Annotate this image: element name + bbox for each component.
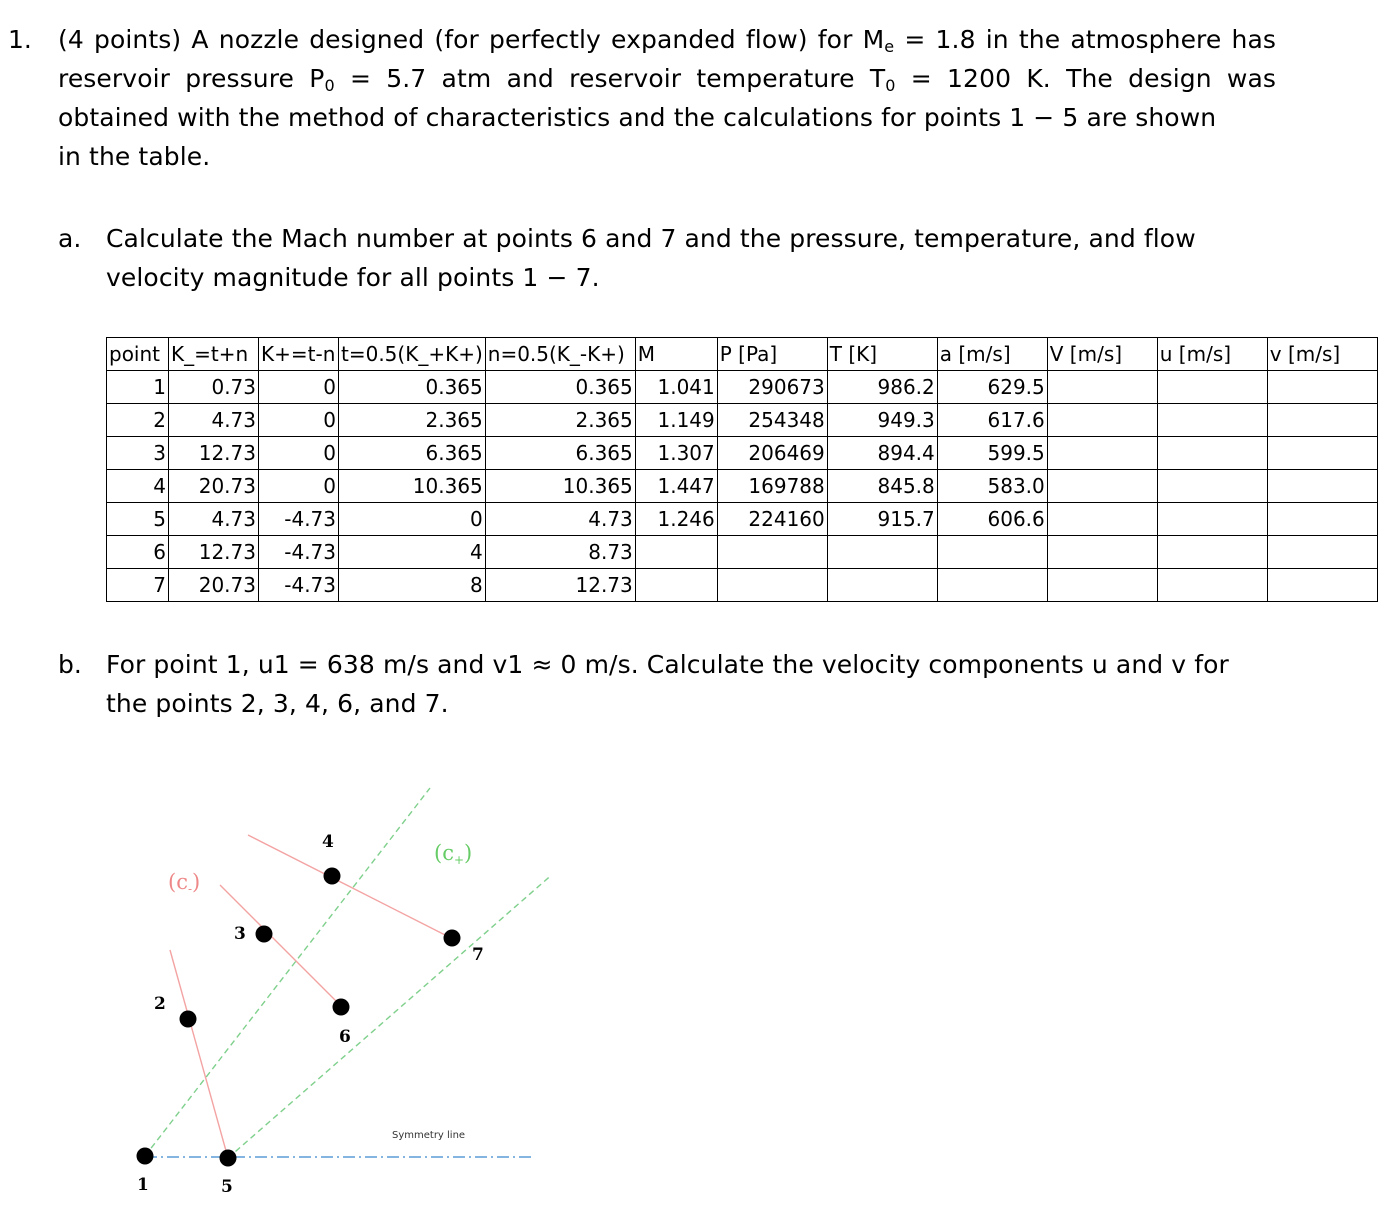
table-cell: 949.3 — [827, 404, 937, 437]
table-header-cell: P [Pa] — [717, 338, 827, 371]
stem-part-d: = 1200 K. The design was obtained with the method of characteristics and the calculations for points 1 − 5 are shown — [58, 64, 1276, 132]
table-cell — [1047, 371, 1157, 404]
table-cell: 254348 — [717, 404, 827, 437]
part-b-line1: For point 1, u1 = 638 m/s and v1 ≈ 0 m/s. Calculate the velocity components u and v for — [106, 650, 1229, 679]
table-cell — [1047, 437, 1157, 470]
table-cell: 583.0 — [937, 470, 1047, 503]
table-cell — [1157, 569, 1267, 602]
table-cell: 3 — [107, 437, 169, 470]
table-cell — [1267, 404, 1377, 437]
question-points: (4 points) — [58, 25, 182, 54]
table-cell: 2.365 — [485, 404, 635, 437]
table-cell: 206469 — [717, 437, 827, 470]
part-b-text — [106, 645, 1276, 723]
table-cell: 4 — [339, 536, 486, 569]
table-cell: 7 — [107, 569, 169, 602]
table-cell: 8.73 — [485, 536, 635, 569]
table-row — [107, 404, 1378, 437]
table-cell: 10.365 — [485, 470, 635, 503]
question-number: 1. — [8, 25, 32, 54]
c-minus-line-4-7 — [248, 835, 453, 939]
table-cell: 4.73 — [485, 503, 635, 536]
part-a-line1: Calculate the Mach number at points 6 and 7 and the pressure, temperature, and flow — [106, 224, 1196, 253]
node-label-3: 3 — [234, 924, 246, 944]
table-cell: 1.307 — [635, 437, 717, 470]
table-cell — [1157, 371, 1267, 404]
table-cell — [1267, 371, 1377, 404]
question-stem — [58, 20, 1276, 176]
node-point-1 — [137, 1148, 154, 1165]
table-row — [107, 536, 1378, 569]
part-a-line2: velocity magnitude for all points 1 − 7. — [106, 263, 600, 292]
table-cell — [1047, 470, 1157, 503]
c-plus-label: (c+) — [434, 841, 473, 867]
node-point-4 — [324, 868, 341, 885]
node-point-2 — [180, 1011, 197, 1028]
table-cell — [1047, 536, 1157, 569]
table-body — [107, 371, 1378, 602]
table-cell — [1267, 536, 1377, 569]
table-cell: 4 — [107, 470, 169, 503]
table-cell: 845.8 — [827, 470, 937, 503]
table-cell: 12.73 — [169, 536, 259, 569]
moc-table — [106, 337, 1378, 602]
table-cell: 599.5 — [937, 437, 1047, 470]
table-cell — [1267, 470, 1377, 503]
table-cell: 290673 — [717, 371, 827, 404]
c-minus-line-3-6 — [220, 885, 342, 1007]
table-cell: 12.73 — [485, 569, 635, 602]
table-header-row — [107, 338, 1378, 371]
table-cell: 1.149 — [635, 404, 717, 437]
me-subscript: e — [884, 37, 895, 56]
table-cell: 0.365 — [485, 371, 635, 404]
stem-part-b: = 1.8 in the atmosphere has reservoir pressure P — [58, 25, 1276, 93]
table-cell — [1047, 404, 1157, 437]
table-cell — [937, 536, 1047, 569]
table-cell: 0 — [259, 437, 339, 470]
table-header-cell: T [K] — [827, 338, 937, 371]
table-cell: 0 — [259, 470, 339, 503]
table-cell: 0.73 — [169, 371, 259, 404]
c-plus-line-1-4 — [145, 788, 430, 1156]
table-cell — [717, 569, 827, 602]
table-cell — [717, 536, 827, 569]
table-header-cell: M — [635, 338, 717, 371]
node-label-1: 1 — [137, 1175, 149, 1195]
stem-part-e: in the table. — [58, 142, 211, 171]
table-cell: 1.041 — [635, 371, 717, 404]
table-cell: 6.365 — [339, 437, 486, 470]
table-cell: 0 — [259, 371, 339, 404]
table-cell: 224160 — [717, 503, 827, 536]
p0-subscript: 0 — [324, 76, 335, 95]
table-cell — [1267, 437, 1377, 470]
table-cell: 2.365 — [339, 404, 486, 437]
part-a-label: a. — [58, 224, 82, 253]
table-row — [107, 569, 1378, 602]
table-cell — [1267, 569, 1377, 602]
table-cell — [1157, 536, 1267, 569]
table-cell: 12.73 — [169, 437, 259, 470]
table-cell: 0.365 — [339, 371, 486, 404]
table-cell: 629.5 — [937, 371, 1047, 404]
stem-part-c: = 5.7 atm and reservoir temperature T — [334, 64, 886, 93]
table-cell: 20.73 — [169, 569, 259, 602]
table-cell: 4.73 — [169, 404, 259, 437]
table-cell — [937, 569, 1047, 602]
node-points — [137, 868, 461, 1167]
node-label-6: 6 — [339, 1027, 351, 1047]
table-cell — [1157, 404, 1267, 437]
node-point-5 — [220, 1150, 237, 1167]
table-cell: 1 — [107, 371, 169, 404]
table-cell: 6 — [107, 536, 169, 569]
table-cell: 0 — [339, 503, 486, 536]
table-header-cell: point — [107, 338, 169, 371]
c-plus-characteristics — [145, 788, 550, 1158]
table-cell: 1.447 — [635, 470, 717, 503]
c-plus-line-5-7 — [228, 872, 550, 1158]
table-cell: 915.7 — [827, 503, 937, 536]
table-header-cell: n=0.5(K_-K+) — [485, 338, 635, 371]
table-cell: 1.246 — [635, 503, 717, 536]
table-cell — [1157, 503, 1267, 536]
stem-part-a: A nozzle designed (for perfectly expanded flow) for M — [191, 25, 885, 54]
node-label-5: 5 — [221, 1177, 233, 1197]
table-cell: 169788 — [717, 470, 827, 503]
table-cell: 617.6 — [937, 404, 1047, 437]
node-label-4: 4 — [322, 832, 334, 852]
table-cell — [827, 536, 937, 569]
node-label-7: 7 — [472, 945, 484, 965]
table-cell: 10.365 — [339, 470, 486, 503]
part-b-line2: the points 2, 3, 4, 6, and 7. — [106, 689, 449, 718]
table-cell: 4.73 — [169, 503, 259, 536]
table-cell: 986.2 — [827, 371, 937, 404]
table-cell: -4.73 — [259, 503, 339, 536]
table-cell: 0 — [259, 404, 339, 437]
t0-subscript: 0 — [885, 76, 896, 95]
table-row — [107, 503, 1378, 536]
table-row — [107, 437, 1378, 470]
table-cell — [1047, 569, 1157, 602]
table-cell: -4.73 — [259, 536, 339, 569]
characteristic-net-figure — [110, 780, 550, 1200]
table-cell — [1157, 470, 1267, 503]
table-header-cell: a [m/s] — [937, 338, 1047, 371]
part-a-text — [106, 219, 1276, 297]
table-cell: 6.365 — [485, 437, 635, 470]
symmetry-line-label: Symmetry line — [392, 1130, 466, 1141]
table-cell — [1267, 503, 1377, 536]
c-minus-label: (c-) — [168, 870, 201, 896]
c-minus-characteristics — [170, 835, 453, 1158]
table-header-cell: K_=t+n — [169, 338, 259, 371]
table-cell: 606.6 — [937, 503, 1047, 536]
table-header-cell: v [m/s] — [1267, 338, 1377, 371]
table-cell: 2 — [107, 404, 169, 437]
table-cell: -4.73 — [259, 569, 339, 602]
node-label-2: 2 — [154, 994, 166, 1014]
table-header-cell: K+=t-n — [259, 338, 339, 371]
table-cell — [1047, 503, 1157, 536]
table-header-cell: V [m/s] — [1047, 338, 1157, 371]
table-cell: 5 — [107, 503, 169, 536]
table-cell — [1157, 437, 1267, 470]
table-cell: 894.4 — [827, 437, 937, 470]
node-point-6 — [333, 999, 350, 1016]
part-b-label: b. — [58, 650, 82, 679]
c-minus-line-2-5 — [170, 950, 228, 1158]
table-row — [107, 371, 1378, 404]
table-cell — [635, 569, 717, 602]
node-point-3 — [256, 926, 273, 943]
table-cell: 8 — [339, 569, 486, 602]
node-point-7 — [444, 930, 461, 947]
table-header-cell: t=0.5(K_+K+) — [339, 338, 486, 371]
table-cell: 20.73 — [169, 470, 259, 503]
table-cell — [827, 569, 937, 602]
table-header-cell: u [m/s] — [1157, 338, 1267, 371]
table-row — [107, 470, 1378, 503]
table-cell — [635, 536, 717, 569]
